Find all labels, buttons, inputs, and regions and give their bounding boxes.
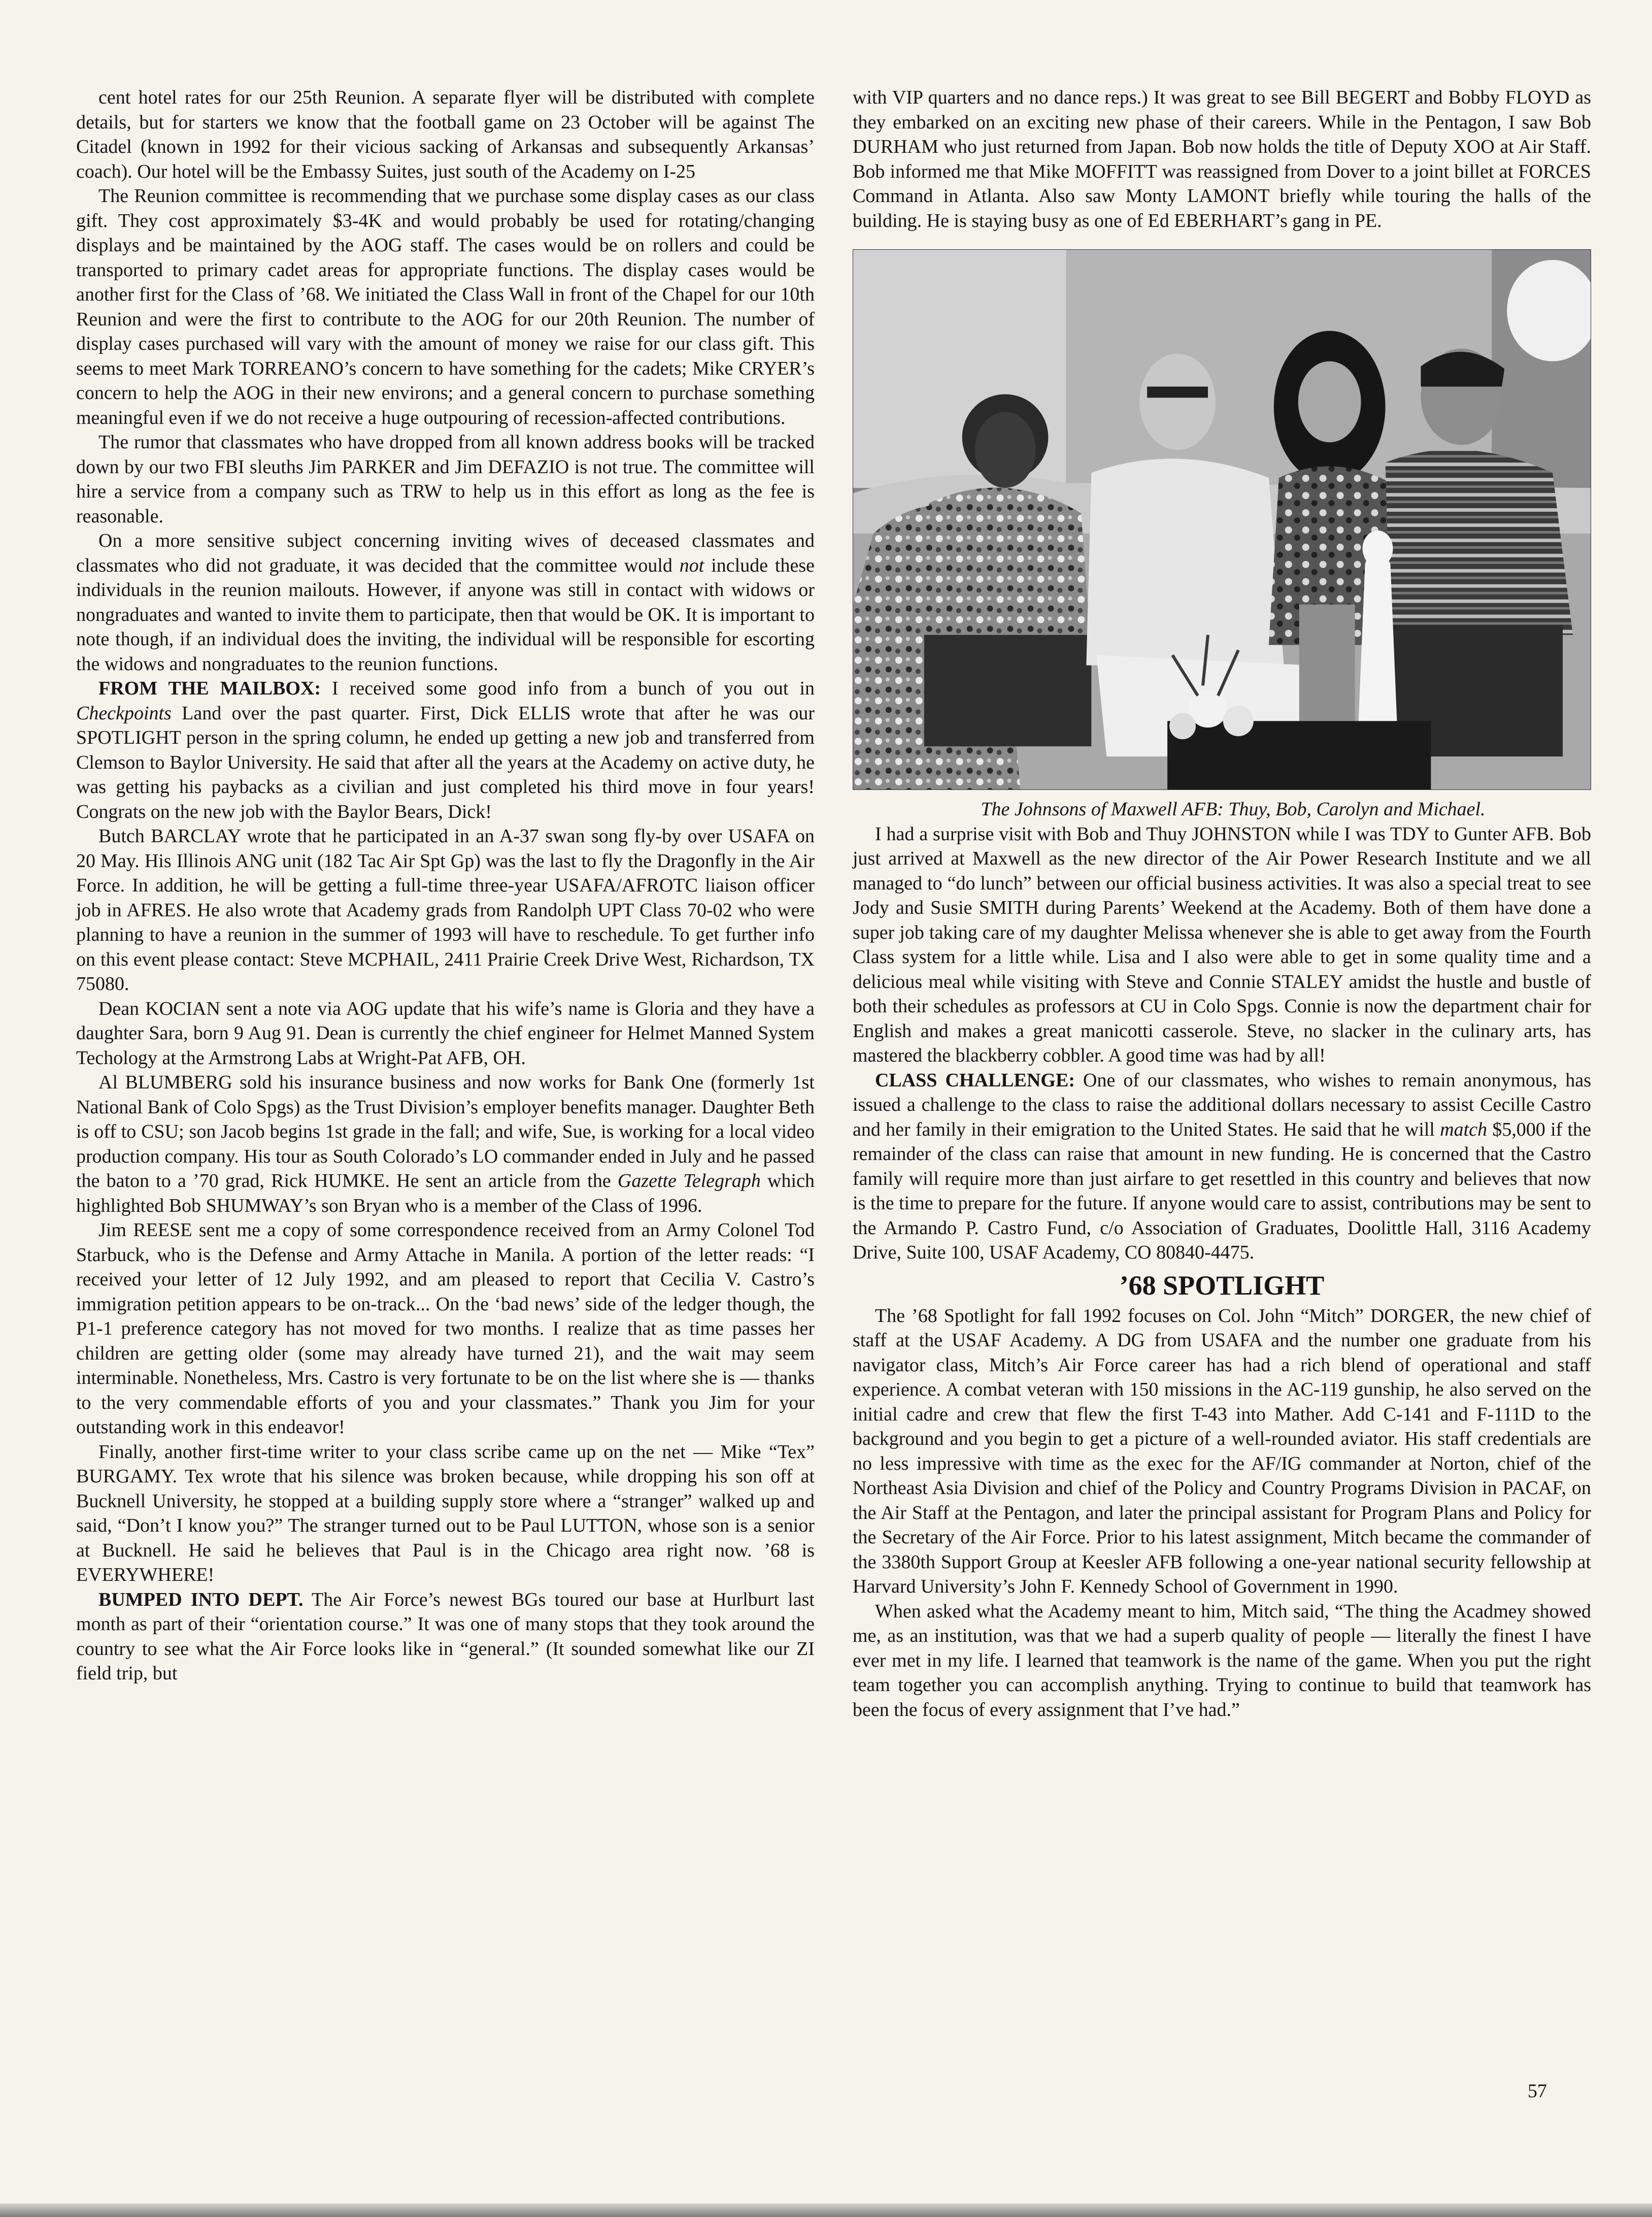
photo-caption: The Johnsons of Maxwell AFB: Thuy, Bob, Carolyn and Michael.	[981, 799, 1486, 820]
paragraph-text: include these individuals in the reunion mailouts. However, if anyone was still in contact with widows or nongraduates and wanted to invite them to participate, then that would be OK. It is important to note though, if an individual does the inviting, the individual will be responsible for escorting the widows and nongraduates to the reunion functions.	[76, 554, 815, 675]
page-number: 57	[1528, 2080, 1547, 2102]
paragraph-text: cent hotel rates for our 25th Reunion. A separate flyer will be distributed with complete details, but for starters we know that the football game on 23 October will be against The Citadel (known in 1992 for their vicious sacking of Arkansas and subsequently Arkansas’ coach). Our hotel will be the Embassy Suites, just south of the Academy on I-25	[76, 87, 815, 182]
body-paragraph	[853, 1599, 1591, 1723]
paragraph-text: The Air Force’s newest BGs toured our base at Hurlburt last month as part of their “orientation course.” It was one of many stops that they took around the country to see what the Air Force looks like in “general.” (It sounded somewhat like our ZI field trip, but	[76, 1589, 815, 1684]
right-column-middle-text	[853, 822, 1591, 1265]
paragraph-text: Dean KOCIAN sent a note via AOG update that his wife’s name is Gloria and they have a daughter Sara, born 9 Aug 91. Dean is currently the chief engineer for Helmet Manned System Techology at the Armstrong Labs at Wright-Pat AFB, OH.	[76, 998, 815, 1069]
body-paragraph	[76, 184, 815, 430]
body-paragraph	[76, 997, 815, 1071]
body-paragraph	[76, 1440, 815, 1587]
section-lead: BUMPED INTO DEPT.	[98, 1589, 304, 1610]
body-paragraph	[76, 430, 815, 528]
italic-text: match	[1440, 1118, 1488, 1140]
spotlight-heading: ’68 SPOTLIGHT	[1119, 1270, 1325, 1301]
right-column-bottom-text	[853, 1304, 1591, 1723]
paragraph-text: Finally, another first-time writer to your class scribe came up on the net — Mike “Tex” BURGAMY. Tex wrote that his silence was broken because, while dropping his son off at Bucknell University, he stopped at a building supply store where a “stranger” walked up and said, “Don’t I know you?” The stranger turned out to be Paul LUTTON, whose son is a senior at Bucknell. He said he believes that Paul is in the Chicago area right now. ’68 is EVERYWHERE!	[76, 1441, 815, 1585]
body-paragraph	[76, 676, 815, 824]
body-paragraph	[853, 1068, 1591, 1265]
paragraph-text: with VIP quarters and no dance reps.) It was great to see Bill BEGERT and Bobby FLOYD as they embarked on an exciting new phase of their careers. While in the Pentagon, I saw Bob DURHAM who just returned from Japan. Bob now holds the title of Deputy XOO at Air Staff. Bob informed me that Mike MOFFITT was reassigned from Dover to a joint billet at FORCES Command in Atlanta. Also saw Monty LAMONT briefly while touring the halls of the building. He is staying busy as one of Ed EBERHART’s gang in PE.	[853, 87, 1591, 231]
family-photo	[853, 249, 1591, 790]
italic-text: Gazette Telegraph	[617, 1170, 761, 1192]
paragraph-text: The rumor that classmates who have dropped from all known address books will be tracked down by our two FBI sleuths Jim PARKER and Jim DEFAZIO is not true. The committee will hire a service from a company such as TRW to help us in this effort as long as the fee is reasonable.	[76, 432, 815, 527]
bottom-scan-edge	[0, 2203, 1652, 2217]
body-paragraph	[76, 85, 815, 184]
body-paragraph	[853, 1304, 1591, 1599]
body-paragraph	[76, 1587, 815, 1686]
paragraph-text: Land over the past quarter. First, Dick ELLIS wrote that after he was our SPOTLIGHT person in the spring column, he ended up getting a new job and transferred from Clemson to Baylor University. He said that after all the years at the Academy on active duty, he was getting his paybacks as a civilian and just completed his third move in four years! Congrats on the new job with the Baylor Bears, Dick!	[76, 702, 815, 822]
paragraph-text: The ’68 Spotlight for fall 1992 focuses on Col. John “Mitch” DORGER, the new chief of staff at the USAF Academy. A DG from USAFA and the number one graduate from his navigator class, Mitch’s Air Force career has had a rich blend of operational and staff experience. A combat veteran with 150 missions in the AC-119 gunship, he also served on the initial cadre and crew that flew the first T-43 into Mather. Add C-141 and F-111D to the background and you begin to get a picture of a well-rounded aviator. His staff credentials are no less impressive with time as the exec for the AF/IG commander at Norton, chief of the Northeast Asia Division and chief of the Policy and Country Programs Division in PACAF, on the Air Staff at the Pentagon, and later the principal assistant for Program Plans and Policy for the Secretary of the Air Force. Prior to his latest assignment, Mitch became the commander of the 3380th Support Group at Keesler AFB following a one-year national security fellowship at Harvard University’s John F. Kennedy School of Government in 1990.	[853, 1305, 1591, 1597]
body-paragraph	[76, 528, 815, 676]
section-lead: FROM THE MAILBOX:	[98, 678, 321, 699]
paragraph-text: $5,000 if the remainder of the class can raise that amount in new funding. He is concerned that the Castro family will require more than just airfare to get resettled in this country and believes that now is the time to prepare for the future. If anyone would care to assist, contributions may be sent to the Armando P. Castro Fund, c/o Association of Graduates, Doolittle Hall, 3116 Academy Drive, Suite 100, USAF Academy, CO 80840-4475.	[853, 1118, 1591, 1263]
body-paragraph	[853, 85, 1591, 233]
paragraph-text: I received some good info from a bunch of you out in	[321, 678, 815, 699]
paragraph-text: Al BLUMBERG sold his insurance business and now works for Bank One (formerly 1st National Bank of Colo Spgs) as the Trust Division’s employer benefits manager. Daughter Beth is off to CSU; son Jacob begins 1st grade in the fall; and wife, Sue, is working for a local video production company. His tour as South Colorado’s LO commander ended in July and he passed the baton to a ’70 grad, Rick HUMKE. He sent an article from the	[76, 1072, 815, 1192]
body-paragraph	[853, 822, 1591, 1068]
left-column	[76, 85, 815, 1686]
italic-text: Checkpoints	[76, 702, 172, 724]
paragraph-text: I had a surprise visit with Bob and Thuy JOHNSTON while I was TDY to Gunter AFB. Bob just arrived at Maxwell as the new director of the Air Power Research Institute and we all managed to “do lunch” between our official business activities. It was also a special treat to see Jody and Susie SMITH during Parents’ Weekend at the Academy. Both of them have done a super job taking care of my daughter Melissa whenever she is able to get away from the Fourth Class system for a little while. Lisa and I also were able to get in some quality time and a delicious meal while visiting with Steve and Connie STALEY amidst the hustle and bustle of both their schedules as professors at CU in Colo Spgs. Connie is now the department chair for English and makes a great manicotti casserole. Steve, no slacker in the culinary arts, has mastered the blackberry cobbler. A good time was had by all!	[853, 823, 1591, 1066]
right-column	[853, 85, 1591, 1722]
paragraph-text: One of our classmates, who wishes to remain anonymous, has issued a challenge to the class to raise the additional dollars necessary to assist Cecille Castro and her family in their emigration to the United States. He said that he will	[853, 1069, 1592, 1140]
section-lead: CLASS CHALLENGE:	[875, 1069, 1075, 1091]
body-paragraph	[76, 1218, 815, 1440]
body-paragraph	[76, 1070, 815, 1218]
paragraph-text: Butch BARCLAY wrote that he participated in an A-37 swan song fly-by over USAFA on 20 May. His Illinois ANG unit (182 Tac Air Spt Gp) was the last to fly the Dragonfly in the Air Force. In addition, he will be getting a full-time three-year USAFA/AFROTC liaison officer job in AFRES. He also wrote that Academy grads from Randolph UPT Class 70-02 who were planning to have a reunion in the summer of 1993 will have to reschedule. To get further info on this event please contact: Steve MCPHAIL, 2411 Prairie Creek Drive West, Richardson, TX 75080.	[76, 825, 815, 995]
paragraph-text: When asked what the Academy meant to him, Mitch said, “The thing the Acadmey showed me, as an institution, was that we had a superb quality of people — literally the finest I have ever met in my life. I learned that teamwork is the name of the game. When you put the right team together you can accomplish anything. Trying to continue to build that teamwork has been the focus of every assignment that I’ve had.”	[853, 1600, 1591, 1720]
italic-text: not	[679, 554, 704, 576]
paragraph-text: Jim REESE sent me a copy of some correspondence received from an Army Colonel Tod Starbuck, who is the Defense and Army Attache in Manila. A portion of the letter reads: “I received your letter of 12 July 1992, and am pleased to report that Cecilia V. Castro’s immigration petition appears to be on-track... On the ‘bad news’ side of the ledger though, the P1-1 preference category has not moved for two months. I realize that as time passes her children are getting older (some may already have turned 21), and the wait may seem interminable. Nonetheless, Mrs. Castro is very fortunate to be on the list where she is — thanks to the very commendable efforts of you and your classmates.” Thank you Jim for your outstanding work in this endeavor!	[76, 1219, 815, 1438]
right-column-top-text	[853, 85, 1591, 233]
paragraph-text: The Reunion committee is recommending that we purchase some display cases as our class gift. They cost approximately $3-4K and would probably be used for rotating/changing displays and be maintained by the AOG staff. The cases would be on rollers and could be transported to primary cadet areas for appropriate functions. The display cases would be another first for the Class of ’68. We initiated the Class Wall in front of the Chapel for our 10th Reunion and were the first to contribute to the AOG for our 20th Reunion. The number of display cases purchased will vary with the amount of money we raise for our class gift. This seems to meet Mark TORREANO’s concern to have something for the cadets; Mike CRYER’s concern to help the AOG in their new environs; and a general concern to purchase something meaningful even if we do not receive a huge outpouring of recession-affected contributions.	[76, 185, 815, 428]
paragraph-text: On a more sensitive subject concerning inviting wives of deceased classmates and classmates who did not graduate, it was decided that the committee would	[76, 530, 815, 576]
paragraph-text: which highlighted Bob SHUMWAY’s son Bryan who is a member of the Class of 1996.	[76, 1170, 815, 1216]
body-paragraph	[76, 824, 815, 997]
